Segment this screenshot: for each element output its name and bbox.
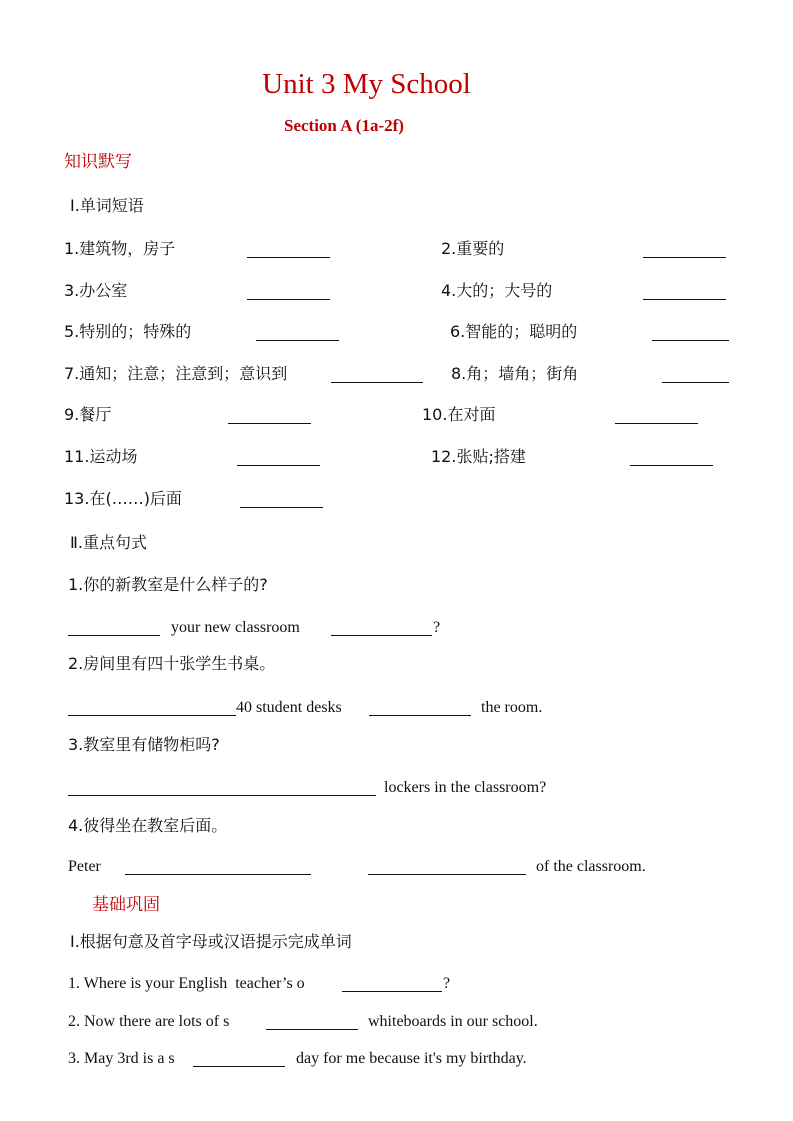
vocab-blank-1[interactable] [247, 257, 330, 258]
sentence-1-text-a: your new classroom [171, 619, 300, 636]
sentence-3-text: lockers in the classroom? [384, 779, 547, 796]
vocab-blank-8[interactable] [662, 382, 729, 383]
sentence-4-blank-a[interactable] [125, 874, 311, 875]
vocab-blank-12[interactable] [630, 465, 713, 466]
vocab-item-8: 8.角；墙角；街角 [451, 364, 579, 383]
exercise-2-blank[interactable] [266, 1029, 358, 1030]
sentence-3-blank[interactable] [68, 795, 376, 796]
sentence-4-text-end: of the classroom. [536, 858, 646, 875]
exercise-3-text-b: day for me because it's my birthday. [296, 1050, 527, 1067]
vocab-blank-9[interactable] [228, 423, 311, 424]
vocab-blank-2[interactable] [643, 257, 726, 258]
exercise-2-text-b: whiteboards in our school. [368, 1013, 538, 1030]
part3-heading: Ⅰ.根据句意及首字母或汉语提示完成单词 [70, 932, 352, 951]
vocab-item-7: 7.通知；注意；注意到；意识到 [64, 364, 288, 383]
sentence-4-chinese: 4.彼得坐在教室后面。 [68, 816, 228, 835]
sentence-1-blank-b[interactable] [331, 635, 432, 636]
sentence-2-blank-b[interactable] [369, 715, 471, 716]
exercise-1-text-a: 1. Where is your English teacher’s o [68, 975, 305, 992]
sentence-2-chinese: 2.房间里有四十张学生书桌。 [68, 654, 276, 673]
exercise-2-text-a: 2. Now there are lots of s [68, 1013, 230, 1030]
exercise-1-text-b: ? [443, 975, 451, 992]
vocab-item-1: 1.建筑物，房子 [64, 239, 176, 258]
vocab-item-6: 6.智能的；聪明的 [450, 322, 578, 341]
vocab-item-5: 5.特别的；特殊的 [64, 322, 192, 341]
vocab-blank-11[interactable] [237, 465, 320, 466]
sentence-1-chinese: 1.你的新教室是什么样子的? [68, 575, 268, 594]
vocab-item-12: 12.张贴;搭建 [431, 447, 526, 466]
vocab-item-4: 4.大的；大号的 [441, 281, 553, 300]
sentence-4-text-start: Peter [68, 858, 101, 875]
sentence-1-blank-a[interactable] [68, 635, 160, 636]
sentence-1-text-b: ? [433, 619, 441, 636]
vocab-blank-3[interactable] [247, 299, 330, 300]
vocab-item-9: 9.餐厅 [64, 405, 112, 424]
knowledge-heading: 知识默写 [64, 152, 132, 172]
vocab-blank-5[interactable] [256, 340, 339, 341]
exercise-1-blank[interactable] [342, 991, 442, 992]
vocab-blank-4[interactable] [643, 299, 726, 300]
exercise-3-blank[interactable] [193, 1066, 285, 1067]
vocab-blank-6[interactable] [652, 340, 729, 341]
vocab-item-11: 11.运动场 [64, 447, 138, 466]
part2-heading: Ⅱ.重点句式 [70, 533, 147, 552]
sentence-2-text-b: the room. [481, 699, 543, 716]
consolidation-heading: 基础巩固 [92, 895, 160, 915]
sentence-2-text-a: 40 student desks [236, 699, 342, 716]
sentence-2-blank-a[interactable] [68, 715, 236, 716]
section-subtitle: Section A (1a-2f) [284, 116, 404, 135]
page-title: Unit 3 My School [262, 68, 471, 100]
part1-heading: Ⅰ.单词短语 [70, 196, 144, 215]
vocab-blank-13[interactable] [240, 507, 323, 508]
vocab-blank-10[interactable] [615, 423, 698, 424]
exercise-3-text-a: 3. May 3rd is a s [68, 1050, 175, 1067]
vocab-item-3: 3.办公室 [64, 281, 128, 300]
sentence-3-chinese: 3.教室里有储物柜吗? [68, 735, 220, 754]
vocab-item-13: 13.在(……)后面 [64, 489, 182, 508]
sentence-4-blank-b[interactable] [368, 874, 526, 875]
vocab-blank-7[interactable] [331, 382, 423, 383]
vocab-item-2: 2.重要的 [441, 239, 505, 258]
vocab-item-10: 10.在对面 [422, 405, 496, 424]
